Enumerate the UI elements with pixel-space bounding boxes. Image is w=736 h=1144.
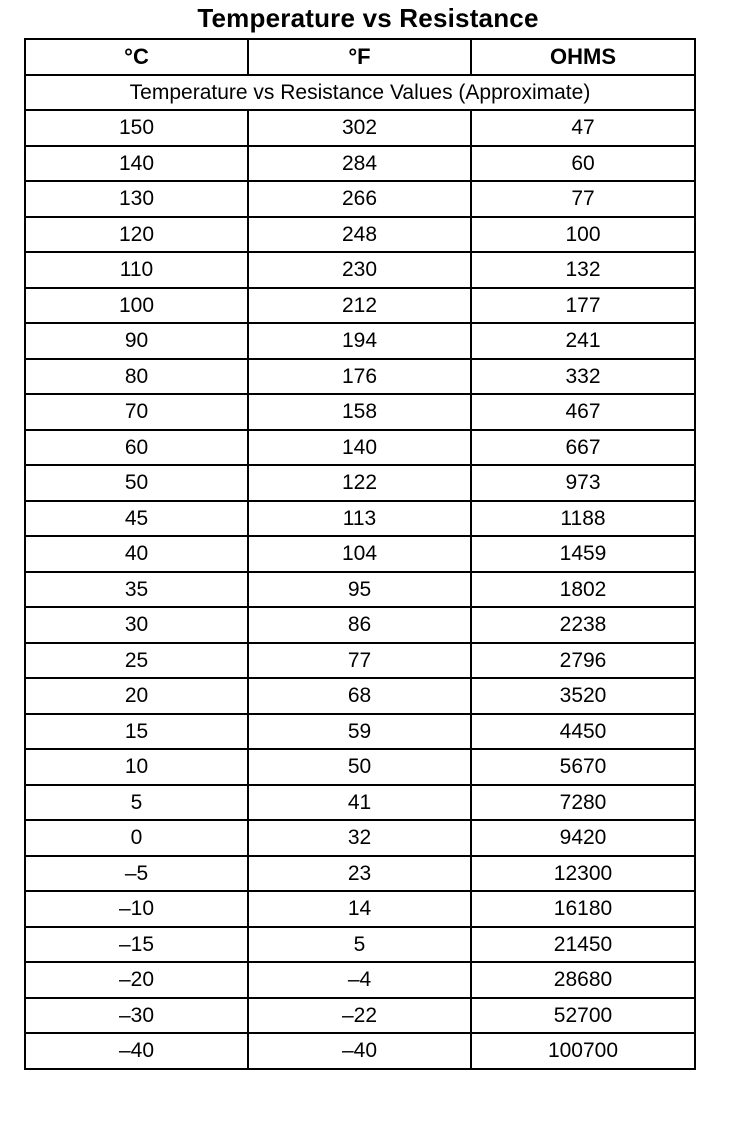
ohms-cell: 667 [471,430,695,466]
table-row [25,501,695,537]
ohms-cell: 332 [471,359,695,395]
ohms-cell: 1802 [471,572,695,608]
fahrenheit-cell: 140 [248,430,471,466]
temperature-resistance-table [24,38,696,1070]
table-row [25,962,695,998]
table-row [25,536,695,572]
ohms-cell: 100 [471,217,695,253]
ohms-cell: 4450 [471,714,695,750]
ohms-cell: 16180 [471,891,695,927]
celsius-cell: –10 [25,891,248,927]
fahrenheit-cell: 41 [248,785,471,821]
fahrenheit-cell: 194 [248,323,471,359]
table-row [25,643,695,679]
celsius-cell: 45 [25,501,248,537]
fahrenheit-cell: 113 [248,501,471,537]
ohms-cell: 52700 [471,998,695,1034]
table-row [25,820,695,856]
celsius-cell: 35 [25,572,248,608]
fahrenheit-cell: 212 [248,288,471,324]
ohms-cell: 241 [471,323,695,359]
ohms-cell: 467 [471,394,695,430]
ohms-cell: 60 [471,146,695,182]
celsius-cell: 120 [25,217,248,253]
celsius-cell: 50 [25,465,248,501]
fahrenheit-cell: –22 [248,998,471,1034]
subheader-row [25,75,695,111]
celsius-cell: –30 [25,998,248,1034]
celsius-cell: –20 [25,962,248,998]
ohms-cell: 1188 [471,501,695,537]
celsius-cell: 140 [25,146,248,182]
fahrenheit-cell: 266 [248,181,471,217]
column-header-ohms: OHMS [471,39,695,75]
table-row [25,110,695,146]
fahrenheit-cell: 122 [248,465,471,501]
fahrenheit-cell: 68 [248,678,471,714]
celsius-cell: 25 [25,643,248,679]
fahrenheit-cell: –40 [248,1033,471,1069]
ohms-cell: 1459 [471,536,695,572]
fahrenheit-cell: 176 [248,359,471,395]
table-row [25,714,695,750]
fahrenheit-cell: 95 [248,572,471,608]
fahrenheit-cell: 284 [248,146,471,182]
fahrenheit-cell: 248 [248,217,471,253]
celsius-cell: 70 [25,394,248,430]
fahrenheit-cell: 59 [248,714,471,750]
fahrenheit-cell: 14 [248,891,471,927]
celsius-cell: 100 [25,288,248,324]
column-header-celsius: °C [25,39,248,75]
celsius-cell: 110 [25,252,248,288]
fahrenheit-cell: 86 [248,607,471,643]
celsius-cell: 5 [25,785,248,821]
celsius-cell: –15 [25,927,248,963]
table-row [25,607,695,643]
fahrenheit-cell: 50 [248,749,471,785]
fahrenheit-cell: –4 [248,962,471,998]
table-row [25,678,695,714]
ohms-cell: 132 [471,252,695,288]
table-row [25,181,695,217]
ohms-cell: 28680 [471,962,695,998]
table-row [25,891,695,927]
ohms-cell: 21450 [471,927,695,963]
page-title: Temperature vs Resistance [197,3,539,33]
temperature-resistance-table-container [24,38,694,1070]
ohms-cell: 100700 [471,1033,695,1069]
celsius-cell: 40 [25,536,248,572]
fahrenheit-cell: 158 [248,394,471,430]
ohms-cell: 5670 [471,749,695,785]
celsius-cell: 90 [25,323,248,359]
column-header-fahrenheit: °F [248,39,471,75]
ohms-cell: 2796 [471,643,695,679]
fahrenheit-cell: 302 [248,110,471,146]
fahrenheit-cell: 230 [248,252,471,288]
celsius-cell: 10 [25,749,248,785]
celsius-cell: 60 [25,430,248,466]
table-row [25,288,695,324]
table-row [25,394,695,430]
table-row [25,785,695,821]
celsius-cell: 30 [25,607,248,643]
celsius-cell: 130 [25,181,248,217]
ohms-cell: 12300 [471,856,695,892]
table-row [25,217,695,253]
table-row [25,856,695,892]
ohms-cell: 9420 [471,820,695,856]
table-row [25,749,695,785]
celsius-cell: 15 [25,714,248,750]
table-row [25,927,695,963]
fahrenheit-cell: 5 [248,927,471,963]
header-row [25,39,695,75]
table-row [25,1033,695,1069]
celsius-cell: 150 [25,110,248,146]
ohms-cell: 2238 [471,607,695,643]
celsius-cell: 0 [25,820,248,856]
celsius-cell: 20 [25,678,248,714]
ohms-cell: 7280 [471,785,695,821]
ohms-cell: 47 [471,110,695,146]
table-row [25,359,695,395]
table-row [25,572,695,608]
ohms-cell: 973 [471,465,695,501]
table-row [25,323,695,359]
celsius-cell: –40 [25,1033,248,1069]
table-body [25,110,695,1069]
celsius-cell: –5 [25,856,248,892]
fahrenheit-cell: 104 [248,536,471,572]
table-row [25,146,695,182]
fahrenheit-cell: 23 [248,856,471,892]
ohms-cell: 3520 [471,678,695,714]
table-row [25,430,695,466]
table-subheader: Temperature vs Resistance Values (Approximate) [25,75,695,111]
table-row [25,252,695,288]
fahrenheit-cell: 32 [248,820,471,856]
table-row [25,465,695,501]
celsius-cell: 80 [25,359,248,395]
fahrenheit-cell: 77 [248,643,471,679]
ohms-cell: 177 [471,288,695,324]
table-row [25,998,695,1034]
ohms-cell: 77 [471,181,695,217]
